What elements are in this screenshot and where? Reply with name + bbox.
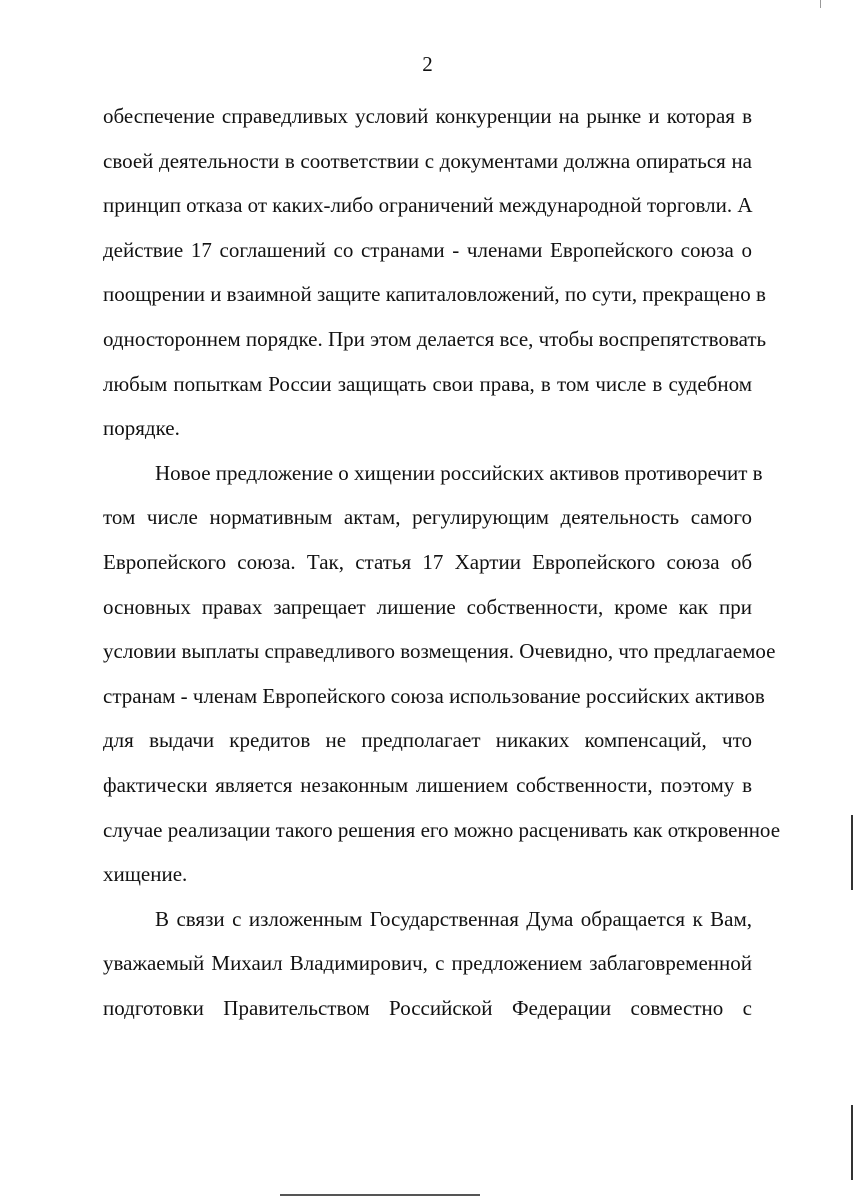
scan-edge-mark: [851, 815, 853, 890]
text-line: Новое предложение о хищении российских активов противоречит в: [155, 460, 763, 485]
text-line: фактически является незаконным лишением собственности, поэтому в: [103, 772, 752, 797]
text-line: одностороннем порядке. При этом делается все, чтобы воспрепятствовать: [103, 326, 767, 351]
page-number: 2: [422, 52, 433, 76]
text-line: порядке.: [103, 416, 180, 441]
scan-bottom-line: [280, 1194, 480, 1196]
text-line: В связи с изложенным Государственная Дума обращается к Вам,: [155, 906, 752, 931]
text-line: случае реализации такого решения его можно расценивать как откровенное: [103, 817, 781, 842]
document-body: [103, 94, 781, 1030]
text-line: Европейского союза. Так, статья 17 Хартии Европейского союза об: [103, 549, 752, 574]
text-line: принцип отказа от каких-либо ограничений международной торговли. А: [103, 193, 753, 218]
text-line: любым попыткам России защищать свои права, в том числе в судебном: [103, 371, 752, 396]
text-line: подготовки Правительством Российской Федерации совместно с: [103, 995, 752, 1020]
text-line: хищение.: [103, 862, 188, 887]
text-line: действие 17 соглашений со странами - членами Европейского союза о: [103, 237, 752, 262]
text-line: условии выплаты справедливого возмещения. Очевидно, что предлагаемое: [103, 639, 776, 664]
scan-edge-mark: [820, 0, 821, 8]
text-line: уважаемый Михаил Владимирович, с предложением заблаговременной: [103, 951, 752, 976]
text-line: поощрении и взаимной защите капиталовложений, по сути, прекращено в: [103, 282, 766, 307]
text-line: обеспечение справедливых условий конкуренции на рынке и которая в: [103, 104, 752, 128]
text-line: странам - членам Европейского союза использование российских активов: [103, 683, 765, 708]
text-line: для выдачи кредитов не предполагает никаких компенсаций, что: [103, 728, 752, 753]
text-line: основных правах запрещает лишение собственности, кроме как при: [103, 594, 752, 619]
scan-edge-mark: [851, 1105, 853, 1180]
text-line: том числе нормативным актам, регулирующим деятельность самого: [103, 505, 752, 530]
text-line: своей деятельности в соответствии с документами должна опираться на: [103, 148, 752, 173]
